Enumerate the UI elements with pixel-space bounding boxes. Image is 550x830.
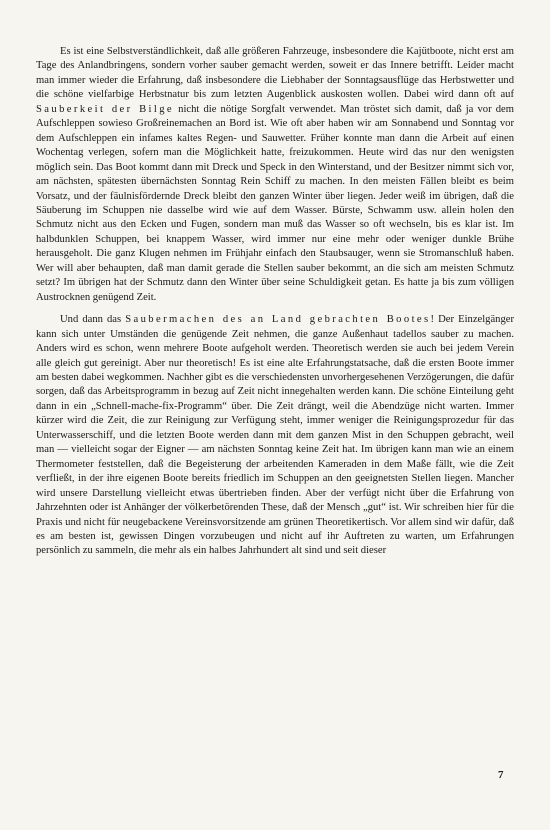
- paragraph-text: Es ist eine Selbstverständlichkeit, daß alle größeren Fahrzeuge, insbesondere die Kajütboote, nicht erst am Tage des Anlandbringens, sondern vorher sauber gemacht werden, soweit er das Innere betrifft. Leider macht man immer wieder die Erfahrung, daß insbesondere die Liebhaber der Sonntagsausflüge das Herbstwetter und die schöne vielfarbige Herbstnatur bis zum letzten Augenblick auskosten wollen. Dabei wird dann oft auf: [36, 46, 514, 101]
- page-number: 7: [498, 769, 504, 781]
- paragraph-text: nicht die nötige Sorgfalt verwendet. Man tröstet sich damit, daß ja vor dem Aufschleppen sowieso Großreinemachen an Bord ist. Wie oft aber haben wir am Sonnabend und Sonntag vor dem Aufschleppen ein infames kaltes Regen- und Sauwetter. Früher konnte man dann die Arbeit auf einen Wochentag verlegen, sofern man die Möglichkeit hatte, freizukommen. Heute wird das nur den wenigsten möglich sein. Das Boot kommt dann mit Dreck und Speck in den Winterstand, und der Besitzer nimmt sich vor, am nächsten, spätesten übernächsten Sonntag Rein Schiff zu machen. In den meisten Fällen bleibt es beim Vorsatz, und der fäulnisfördernde Dreck bleibt den ganzen Winter über liegen. Jeder weiß im übrigen, daß die Säuberung im Schuppen nie dasselbe wird wie auf dem Wasser. Bürste, Schwamm usw. allein holen den Schmutz nicht aus den Ecken und Fugen, sondern man muß das Wasser so oft wechseln, bis es klar ist. Im halbdunklen Schuppen, bei knappem Wasser, wird immer nur eine mehr oder weniger dunkle Brühe herausgeholt. Die ganz Klugen nehmen im Frühjahr einfach den Staubsauger, wenn sie Stromanschluß haben. Wer will aber behaupten, daß man damit gerade die Stellen sauber bekommt, an die sich am meisten Schmutz setzt? Im übrigen hat der Schmutz dann den Winter über seine Schuldigkeit getan. Es hatte ja bis zum völligen Austrocknen genügend Zeit.: [36, 103, 514, 303]
- paragraph-text: ! Der Einzelgänger kann sich unter Umständen die genügende Zeit nehmen, die ganze Außenhaut tadellos sauber zu machen. Anders wird es schon, wenn mehrere Boote aufgeholt werden. Theoretisch werden sie auch bei jedem Verein alle gleich gut gereinigt. Aber nur theoretisch! Es ist eine alte Erfahrungstatsache, daß die ersten Boote immer am besten dabei wegkommen. Nachher gibt es die verschiedensten unvorhergesehenen Verzögerungen, die dafür sorgen, daß das Arbeitsprogramm in bezug auf Zeit nicht innegehalten werden kann. Die schöne Einteilung geht dann in ein „Schnell-mache-fix-Programm“ über. Die Zeit drängt, weil die Abendzüge nicht warten. Immer kürzer wird die Zeit, die zur Reinigung zur Verfügung steht, immer weniger die Reinigungsprozedur für das Unterwasserschiff, und die letzten Boote werden dann mit dem ganzen Mist in den Schuppen gebracht, weil man — vielleicht sogar der Eigner — am nächsten Sonntag keine Zeit hat. Im übrigen kann man wie an einem Thermometer feststellen, daß die Begeisterung der arbeitenden Kameraden in dem Maße fällt, wie die Zeit verfließt, in der ihre eigenen Boote bereits friedlich im Schuppen an den geeignetsten Stellen liegen. Mancher wird unsere Darstellung vielleicht etwas übertrieben finden. Aber der verfügt nicht über die Erfahrung von Jahrzehnten oder ist Anhänger der völkerbetörenden These, daß der Mensch „gut“ ist. Wir schreiben hier für die Praxis und nicht für neugebackene Vereinsvorsitzende am grünen Theoretikertisch. Vor allem sind wir dafür, daß es am besten ist, gewissen Dingen vorzubeugen und nicht auf ihr Auftreten zu warten, um Erfahrungen persönlich zu sammeln, die mehr als ein halbes Jahrhundert alt sind und seit dieser: [36, 314, 514, 557]
- emphasized-phrase: Saubermachen des an Land gebrachten Bootes: [125, 314, 431, 326]
- emphasized-phrase: Sauberkeit der Bilge: [36, 103, 175, 115]
- paragraph: [36, 313, 514, 559]
- paragraph-text: Und dann das: [60, 314, 126, 326]
- body-text: [36, 45, 514, 559]
- paragraph: [36, 45, 514, 305]
